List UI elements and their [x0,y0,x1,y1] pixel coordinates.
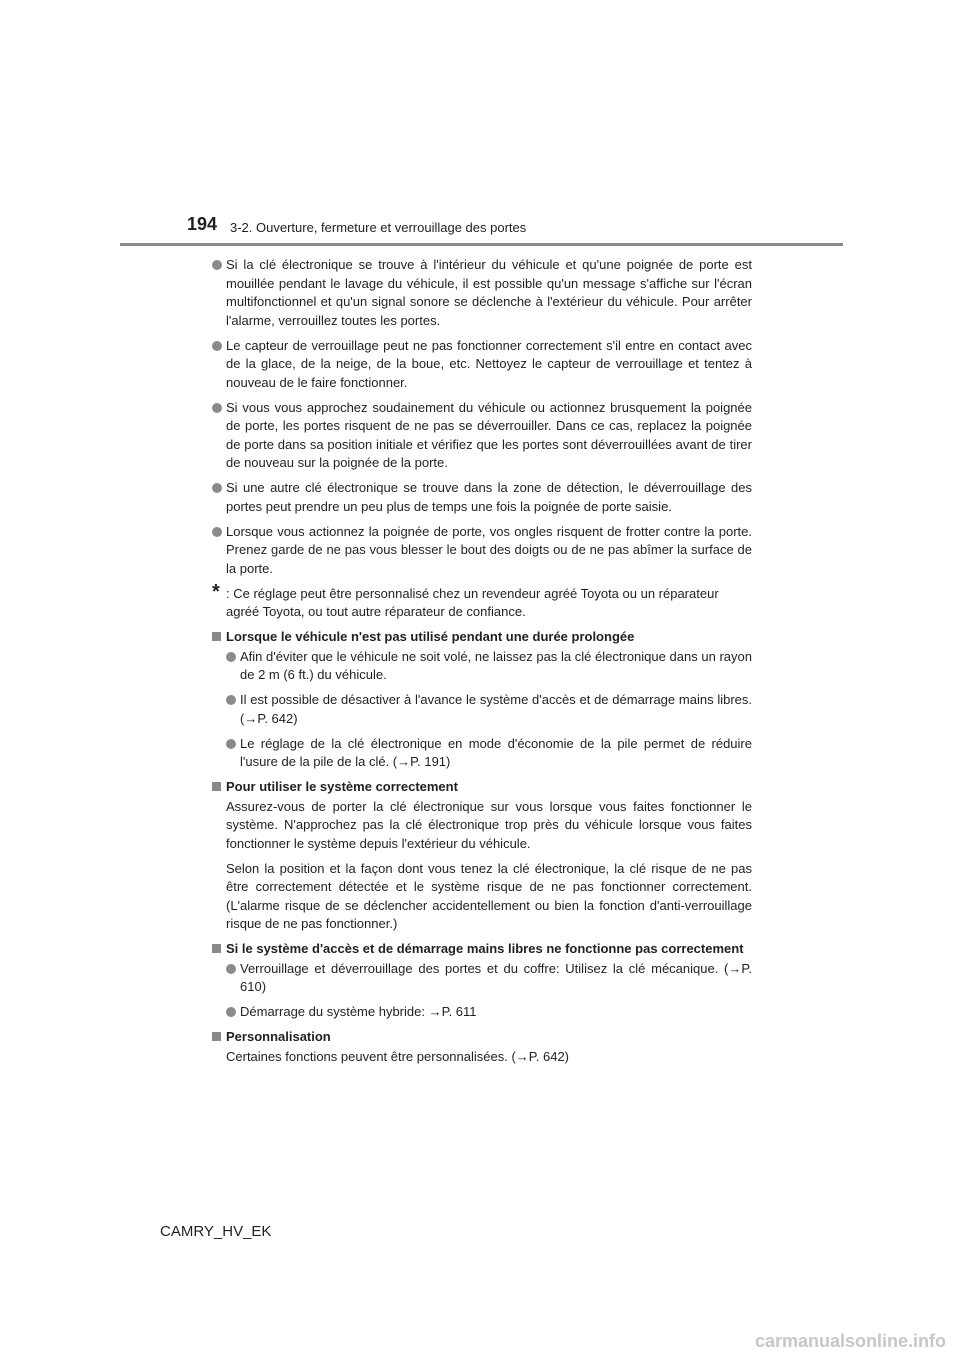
page-header [0,0,960,250]
list-item: Si la clé électronique se trouve à l'intérieur du véhicule et qu'une poignée de porte est mouillée pendant le lavage du véhicule, il est possible qu'un message s'affiche sur l'écran multifonctionnel et qu'un signal sonore se déclenche à l'extérieur du véhicule. Pour arrêter l'alarme, verrouillez toutes les portes. [212,256,752,330]
model-code: CAMRY_HV_EK [160,1223,272,1240]
bullet-dot-icon [212,403,222,413]
list-item: Verrouillage et déverrouillage des portes et du coffre: Utilisez la clé mécanique. (→P. 610) [226,960,752,997]
watermark: carmanualsonline.info [754,1331,946,1351]
section-title: 3-2. Ouverture, fermeture et verrouillage des portes [230,220,527,235]
list-item: Il est possible de désactiver à l'avance le système d'accès et de démarrage mains libres. (→P. 642) [226,691,752,728]
paragraph: Assurez-vous de porter la clé électronique sur vous lorsque vous faites fonctionner le système. N'approchez pas la clé électronique trop près du véhicule lorsque vous faites fonctionner le système depuis l'extérieur du véhicule. [226,798,752,851]
bullet-dot-icon [226,695,236,705]
list-item: Le réglage de la clé électronique en mode d'économie de la pile permet de réduire l'usure de la pile de la clé. (→P. 191) [226,735,752,772]
list-item: Afin d'éviter que le véhicule ne soit volé, ne laissez pas la clé électronique dans un rayon de 2 m (6 ft.) du véhicule. [226,648,752,685]
asterisk-icon: * [212,580,220,603]
bullet-dot-icon [212,341,222,351]
bullet-dot-icon [226,964,236,974]
header-rule [120,243,843,246]
list-item: Lorsque vous actionnez la poignée de porte, vos ongles risquent de frotter contre la porte. Prenez garde de ne pas vous blesser le bout des doigts ou de ne pas abîmer la surface de la porte. [212,523,752,579]
bullet-dot-icon [226,1007,236,1017]
list-item: Si une autre clé électronique se trouve dans la zone de détection, le déverrouillage des portes peut prendre un peu plus de temps une fois la poignée de porte saisie. [212,479,752,516]
paragraph: Selon la position et la façon dont vous tenez la clé électronique, la clé risque de ne pas être correctement détectée et le système risque de ne pas fonctionner correctement. (L'alarme risque de se déclencher accidentellement ou bien la fonction d'anti-verrouillage risque de ne pas fonctionner.) [226,860,752,931]
section-heading: Pour utiliser le système correctement [212,778,752,797]
footnote-text: : Ce réglage peut être personnalisé chez un revendeur agréé Toyota ou un réparateur agréé Toyota, ou tout autre réparateur de confiance. [226,585,719,619]
page-content [212,256,752,1073]
section-heading: Lorsque le véhicule n'est pas utilisé pendant une durée prolongée [212,628,752,647]
section-heading: Personnalisation [212,1028,752,1047]
square-bullet-icon [212,632,221,641]
footnote [212,580,752,622]
bullet-dot-icon [212,483,222,493]
list-item: Le capteur de verrouillage peut ne pas fonctionner correctement s'il entre en contact avec de la glace, de la neige, de la boue, etc. Nettoyez le capteur de verrouillage et tentez à nouveau de le faire fonctionner. [212,337,752,393]
bullet-dot-icon [212,527,222,537]
bullet-dot-icon [212,260,222,270]
square-bullet-icon [212,1032,221,1041]
list-item: Démarrage du système hybride: →P. 611 [226,1003,752,1022]
bullet-dot-icon [226,652,236,662]
page-number: 194 [187,214,218,234]
paragraph: Certaines fonctions peuvent être personnalisées. (→P. 642) [226,1048,570,1064]
bullet-dot-icon [226,739,236,749]
square-bullet-icon [212,944,221,953]
section-heading: Si le système d'accès et de démarrage mains libres ne fonctionne pas correctement [212,940,752,959]
square-bullet-icon [212,782,221,791]
list-item: Si vous vous approchez soudainement du véhicule ou actionnez brusquement la poignée de porte, les portes risquent de ne pas se déverrouiller. Dans ce cas, replacez la poignée de porte dans sa position initiale et vérifiez que les portes sont déverrouillées avant de tirer de nouveau sur la poignée de la porte. [212,399,752,473]
